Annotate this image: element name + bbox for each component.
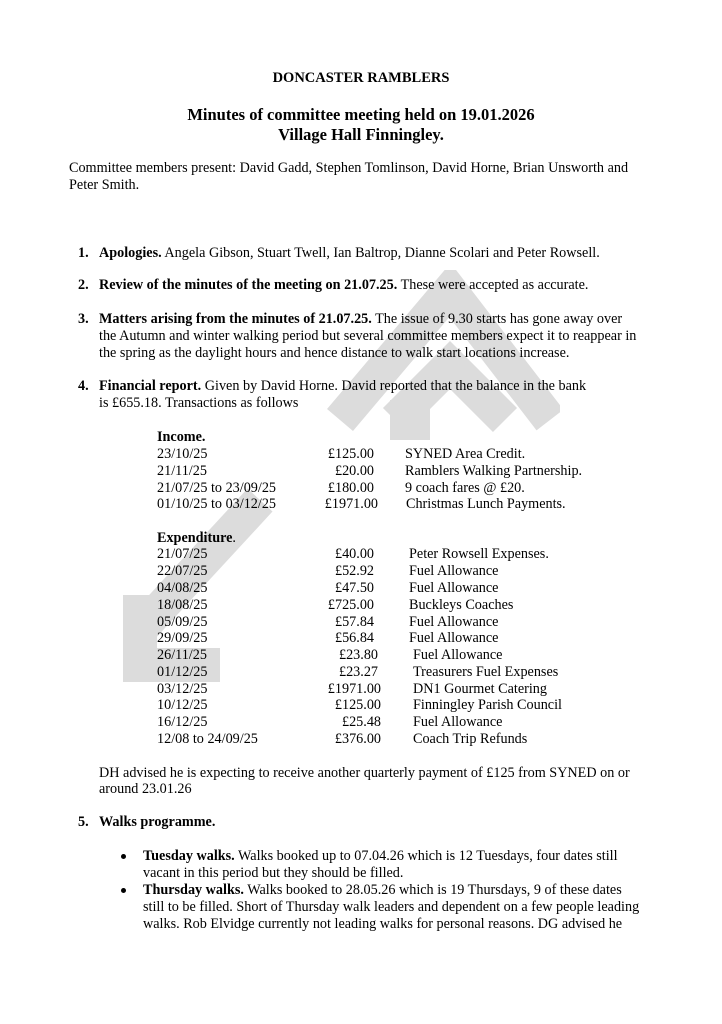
expenditure-date: 22/07/25 <box>157 563 208 579</box>
item-heading: Walks programme. <box>99 814 216 830</box>
income-date: 21/07/25 to 23/09/25 <box>157 480 277 496</box>
item-review-minutes <box>99 277 588 294</box>
walks-tuesday <box>143 848 618 865</box>
expenditure-date: 16/12/25 <box>157 714 208 730</box>
expenditure-amount: £57.84 <box>334 614 374 630</box>
expenditure-amount: £376.00 <box>334 731 381 747</box>
income-description: Ramblers Walking Partnership. <box>405 463 583 479</box>
item-heading: Apologies. <box>99 245 162 261</box>
expenditure-heading-dot: . <box>232 530 236 546</box>
item-text: The issue of 9.30 starts has gone away over <box>371 311 623 327</box>
walks-heading: Thursday walks. <box>143 882 244 898</box>
expenditure-description: Fuel Allowance <box>409 580 499 596</box>
expenditure-description: Peter Rowsell Expenses. <box>409 546 549 562</box>
walks-text-line: walks. Rob Elvidge currently not leading walks for personal reasons. DG advised he <box>143 916 623 932</box>
expenditure-description: Fuel Allowance <box>409 614 499 630</box>
item-number: 1. <box>78 245 89 261</box>
walks-text: Walks booked up to 07.04.26 which is 12 Tuesdays, four dates still <box>234 848 618 864</box>
present-line-2: Peter Smith. <box>69 177 140 193</box>
expenditure-amount: £23.80 <box>338 647 378 663</box>
walks-text-line: vacant in this period but they should be filled. <box>143 865 404 881</box>
bullet-icon <box>121 888 126 893</box>
bullet-icon <box>121 854 126 859</box>
present-line-1: Committee members present: David Gadd, Stephen Tomlinson, David Horne, Brian Unsworth and <box>69 160 629 176</box>
expenditure-amount: £47.50 <box>334 580 374 596</box>
finance-note-line: DH advised he is expecting to receive another quarterly payment of £125 from SYNED on or <box>99 765 630 781</box>
expenditure-date: 04/08/25 <box>157 580 208 596</box>
expenditure-heading <box>157 530 236 547</box>
expenditure-description: Fuel Allowance <box>413 647 503 663</box>
expenditure-amount: £23.27 <box>338 664 378 680</box>
expenditure-amount: £125.00 <box>334 697 381 713</box>
expenditure-date: 21/07/25 <box>157 546 208 562</box>
document-title: Minutes of committee meeting held on 19.01.2026 <box>187 105 535 124</box>
item-number: 5. <box>78 814 89 830</box>
expenditure-date: 10/12/25 <box>157 697 208 713</box>
expenditure-amount: £40.00 <box>334 546 374 562</box>
expenditure-amount: £725.00 <box>327 597 374 613</box>
expenditure-description: Finningley Parish Council <box>413 697 562 713</box>
organisation-name: DONCASTER RAMBLERS <box>272 70 450 86</box>
item-matters-arising <box>99 311 622 328</box>
expenditure-description: Treasurers Fuel Expenses <box>413 664 559 680</box>
expenditure-date: 29/09/25 <box>157 630 208 646</box>
item-heading: Financial report. <box>99 378 202 394</box>
item-number: 2. <box>78 277 89 293</box>
expenditure-description: Fuel Allowance <box>409 630 499 646</box>
income-amount: £20.00 <box>334 463 374 479</box>
item-apologies <box>99 245 600 262</box>
income-date: 01/10/25 to 03/12/25 <box>157 496 277 512</box>
expenditure-date: 03/12/25 <box>157 681 208 697</box>
expenditure-description: Coach Trip Refunds <box>413 731 528 747</box>
item-text-line: the Autumn and winter walking period but several committee members expect it to reappear in <box>99 328 637 344</box>
walks-thursday <box>143 882 622 899</box>
item-text-line: the spring as the daylight hours and hence distance to walk start locations increase. <box>99 345 570 361</box>
expenditure-date: 26/11/25 <box>157 647 207 663</box>
item-text: Given by David Horne. David reported that the balance in the bank <box>201 378 587 394</box>
income-description: 9 coach fares @ £20. <box>405 480 525 496</box>
income-amount: £125.00 <box>327 446 374 462</box>
item-text: Angela Gibson, Stuart Twell, Ian Baltrop, Dianne Scolari and Peter Rowsell. <box>161 245 600 261</box>
item-number: 4. <box>78 378 89 394</box>
expenditure-date: 01/12/25 <box>157 664 208 680</box>
item-number: 3. <box>78 311 89 327</box>
expenditure-heading-text: Expenditure <box>157 530 233 546</box>
item-heading: Matters arising from the minutes of 21.07.25. <box>99 311 372 327</box>
expenditure-date: 18/08/25 <box>157 597 208 613</box>
income-description: SYNED Area Credit. <box>405 446 526 462</box>
income-date: 23/10/25 <box>157 446 208 462</box>
expenditure-description: Fuel Allowance <box>413 714 503 730</box>
meeting-venue: Village Hall Finningley. <box>278 125 444 144</box>
income-description: Christmas Lunch Payments. <box>406 496 566 512</box>
finance-note-line: around 23.01.26 <box>99 781 192 797</box>
income-amount: £180.00 <box>327 480 374 496</box>
expenditure-date: 12/08 to 24/09/25 <box>157 731 258 747</box>
expenditure-description: Buckleys Coaches <box>409 597 514 613</box>
expenditure-date: 05/09/25 <box>157 614 208 630</box>
expenditure-amount: £56.84 <box>334 630 374 646</box>
expenditure-amount: £52.92 <box>334 563 374 579</box>
item-heading: Review of the minutes of the meeting on 21.07.25. <box>99 277 398 293</box>
item-financial-report <box>99 378 586 395</box>
expenditure-description: Fuel Allowance <box>409 563 499 579</box>
item-text-line: is £655.18. Transactions as follows <box>99 395 299 411</box>
income-date: 21/11/25 <box>157 463 207 479</box>
income-heading: Income. <box>157 429 206 445</box>
item-text: These were accepted as accurate. <box>397 277 589 293</box>
income-amount: £1971.00 <box>324 496 378 512</box>
walks-text: Walks booked to 28.05.26 which is 19 Thursdays, 9 of these dates <box>243 882 622 898</box>
expenditure-amount: £1971.00 <box>327 681 381 697</box>
expenditure-description: DN1 Gourmet Catering <box>413 681 547 697</box>
walks-heading: Tuesday walks. <box>143 848 235 864</box>
expenditure-amount: £25.48 <box>341 714 381 730</box>
walks-text-line: still to be filled. Short of Thursday walk leaders and dependent on a few people leading <box>143 899 640 915</box>
